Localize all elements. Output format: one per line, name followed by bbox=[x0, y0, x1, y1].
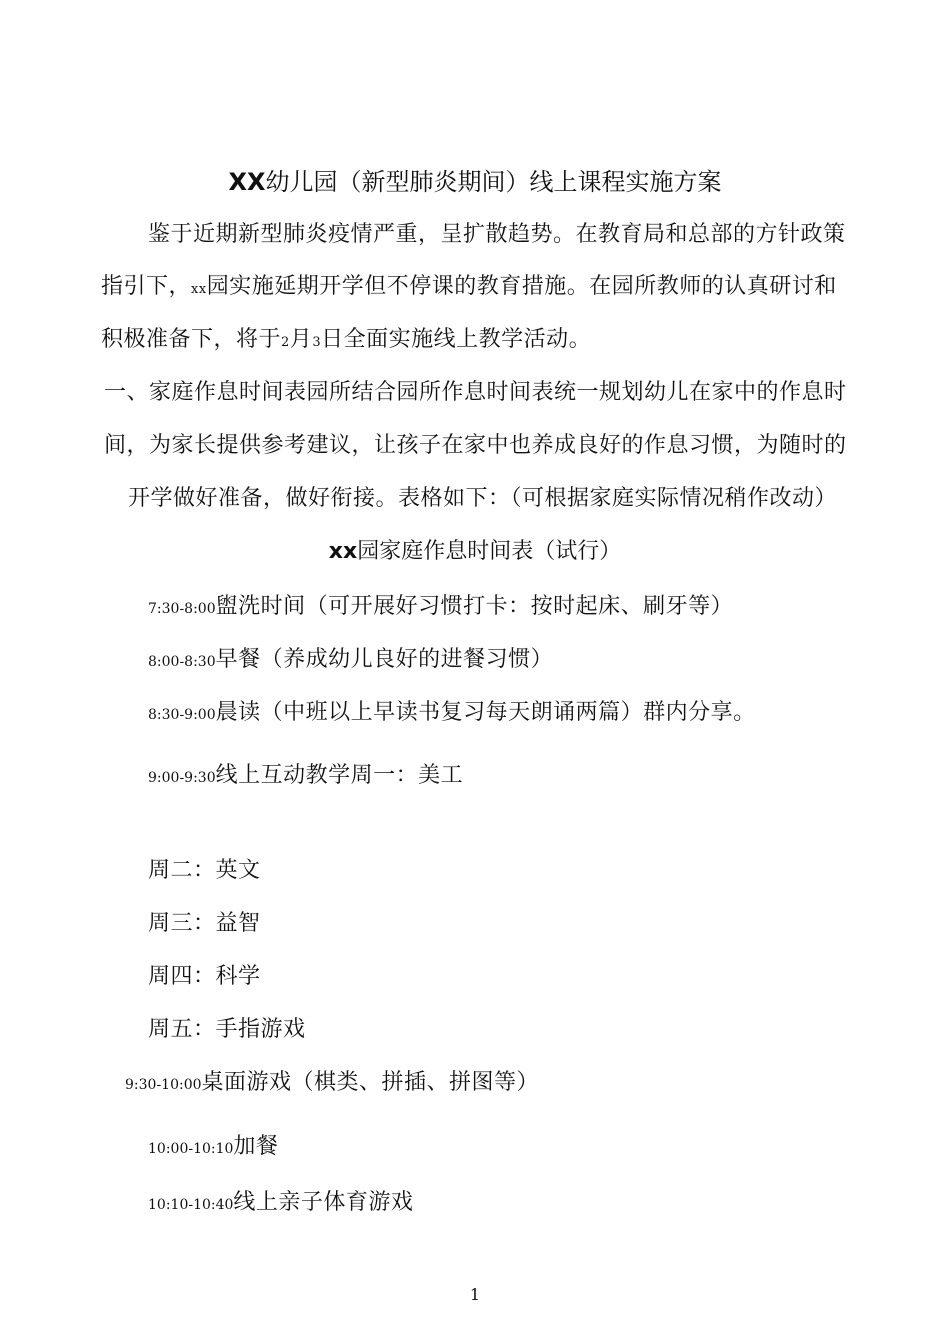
schedule-text: 桌面游戏（棋类、拼插、拼图等） bbox=[201, 1070, 540, 1095]
intro-line-2 bbox=[101, 272, 837, 305]
schedule-time: 10:10-10:40 bbox=[148, 1197, 234, 1213]
weekday-item: 周四：科学 bbox=[148, 964, 261, 989]
schedule-time: 9:00-9:30 bbox=[148, 770, 216, 786]
schedule-text: 线上亲子体育游戏 bbox=[233, 1190, 414, 1215]
schedule-row bbox=[148, 761, 463, 793]
title-prefix: XX bbox=[228, 168, 266, 196]
intro-line-2-a: 指引下， bbox=[101, 274, 192, 299]
section1-line-2: 间，为家长提供参考建议，让孩子在家中也养成良好的作息习惯，为随时的 bbox=[104, 433, 847, 458]
schedule-title-prefix: xx bbox=[328, 539, 358, 564]
intro-line-3 bbox=[101, 325, 591, 358]
schedule-title bbox=[0, 537, 950, 567]
schedule-time: 7:30-8:00 bbox=[148, 601, 216, 617]
intro-line-3-b: 月 bbox=[289, 327, 313, 352]
page-number: 1 bbox=[469, 1285, 481, 1304]
schedule-row bbox=[148, 1188, 413, 1220]
schedule-time: 8:30-9:00 bbox=[148, 707, 216, 723]
schedule-title-text: 园家庭作息时间表（试行） bbox=[357, 539, 622, 564]
weekday-item: 周二：英文 bbox=[148, 858, 261, 883]
intro-day: 3 bbox=[312, 335, 322, 350]
intro-line-1: 鉴于近期新型肺炎疫情严重，呈扩散趋势。在教育局和总部的方针政策 bbox=[148, 222, 846, 247]
document-title bbox=[0, 165, 950, 199]
schedule-time: 9:30-10:00 bbox=[125, 1077, 202, 1093]
intro-line-3-c: 日全面实施线上教学活动。 bbox=[321, 327, 592, 352]
weekday-item: 周三：益智 bbox=[148, 911, 261, 936]
intro-line-2-b: 园实施延期开学但不停课的教育措施。在园所教师的认真研讨和 bbox=[206, 274, 837, 299]
intro-xx: xx bbox=[191, 282, 207, 297]
intro-month: 2 bbox=[281, 335, 290, 350]
weekday-item: 周五：手指游戏 bbox=[148, 1017, 306, 1042]
schedule-row bbox=[148, 645, 553, 677]
intro-line-3-a: 积极准备下，将于 bbox=[101, 327, 282, 352]
section1-line-1: 一、家庭作息时间表园所结合园所作息时间表统一规划幼儿在家中的作息时 bbox=[104, 380, 847, 405]
schedule-text: 晨读（中班以上早读书复习每天朗诵两篇）群内分享。 bbox=[215, 700, 756, 725]
schedule-text: 加餐 bbox=[233, 1134, 279, 1159]
title-text: 幼儿园（新型肺炎期间）线上课程实施方案 bbox=[265, 168, 722, 196]
schedule-time: 10:00-10:10 bbox=[148, 1141, 234, 1157]
schedule-text: 线上互动教学周一：美工 bbox=[215, 763, 464, 788]
schedule-time: 8:00-8:30 bbox=[148, 654, 216, 670]
schedule-row bbox=[148, 1132, 278, 1164]
section1-line-3: 开学做好准备，做好衔接。表格如下：（可根据家庭实际情况稍作改动） bbox=[128, 486, 838, 511]
schedule-row bbox=[148, 592, 733, 624]
schedule-text: 早餐（养成幼儿良好的进餐习惯） bbox=[215, 647, 554, 672]
schedule-text: 盥洗时间（可开展好习惯打卡：按时起床、刷牙等） bbox=[215, 594, 734, 619]
schedule-row bbox=[125, 1068, 539, 1100]
schedule-row bbox=[148, 698, 756, 730]
